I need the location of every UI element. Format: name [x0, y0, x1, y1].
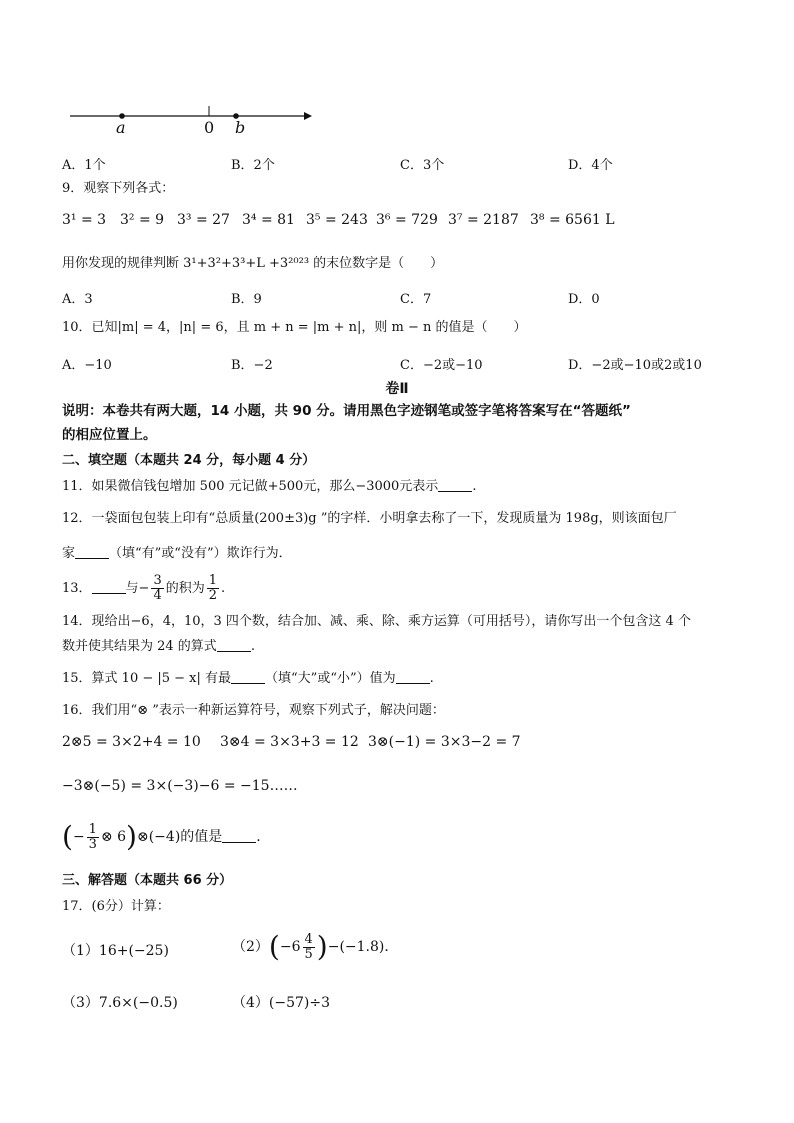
q9-power-4: 3⁴ = 81 [242, 212, 295, 228]
q12-line-2 [62, 545, 754, 563]
q11-text: 11．如果微信钱包增加 500 元记做+500元，那么−3000元表示 [62, 479, 439, 494]
q9-power-1: 3¹ = 3 [62, 212, 107, 228]
q11-end: . [472, 479, 477, 494]
right-paren: ) [316, 930, 328, 963]
denominator: 4 [153, 588, 162, 603]
q16-example-1: 2⊗5 = 3×2+4 = 10 [62, 734, 201, 750]
q12-line-1: 12．一袋面包包装上印有“总质量(200±3)g ”的字样．小明拿去称了一下，发现质量为 198g，则该面包厂 [62, 511, 677, 526]
numerator: 1 [88, 821, 97, 837]
q9-power-3: 3³ = 27 [177, 212, 230, 228]
q13-mid: 与− [125, 581, 150, 596]
q17-item-1: （1）16+(−25) [62, 943, 169, 959]
label-a: a [116, 118, 126, 137]
numerator: 3 [153, 573, 162, 588]
denominator: 2 [208, 588, 218, 603]
part3-heading: 三、解答题（本题共 66 分） [62, 873, 233, 888]
q9-power-2: 3² = 9 [120, 212, 165, 228]
q17-item2-post: −(−1.8)． [327, 939, 399, 955]
q9-power-6: 3⁶ = 729 [376, 212, 438, 228]
q10-option-d: D．−2或−10或2或10 [568, 358, 702, 373]
answer-blank[interactable] [75, 546, 109, 559]
answer-blank[interactable] [217, 639, 251, 652]
right-paren: ) [126, 820, 137, 853]
q13 [62, 572, 754, 606]
answer-blank[interactable] [231, 671, 265, 684]
q13-number: 13． [62, 581, 92, 596]
q16-op: ⊗ 6 [100, 829, 127, 845]
q16-example-3: 3⊗(−1) = 3×3−2 = 7 [368, 734, 521, 750]
q12-line2-pre: 家 [62, 546, 76, 561]
q9-power-7: 3⁷ = 2187 [448, 212, 519, 228]
q10-option-a: A．−10 [62, 358, 112, 373]
fraction [303, 933, 315, 962]
q16-example-4: −3⊗(−5) = 3×(−3)−6 = −15…… [62, 778, 298, 794]
q10-option-b: B．−2 [231, 358, 273, 373]
answer-blank[interactable] [438, 479, 472, 492]
q10-stem: 10．已知|m| = 4，|n| = 6，且 m + n = |m + n|，则 m − n 的值是（ ） [62, 320, 527, 335]
q8-option-b: B．2个 [231, 158, 275, 173]
q16-minus: − [72, 829, 85, 845]
q16-example-2: 3⊗4 = 3×3+3 = 12 [220, 734, 359, 750]
note-line-2: 的相应位置上。 [62, 427, 157, 443]
fraction [207, 574, 219, 603]
label-zero: 0 [204, 118, 215, 137]
q8-option-a: A．1个 [62, 158, 106, 173]
part2-heading: 二、填空题（本题共 24 分，每小题 4 分） [62, 453, 316, 468]
q17-item2-pre: （2） [232, 939, 269, 955]
q17-item2-whole: −6 [279, 939, 301, 955]
q15-pre: 15．算式 10 − |5 − x| 有最 [62, 671, 232, 686]
q9-power-5: 3⁵ = 243 [306, 212, 368, 228]
q9-option-c: C．7 [400, 292, 432, 307]
number-line [60, 98, 330, 138]
q10-option-c: C．−2或−10 [400, 358, 483, 373]
q9-option-d: D．0 [568, 292, 600, 307]
q9-option-b: B．9 [231, 292, 262, 307]
label-b: b [235, 118, 246, 137]
q13-end: . [221, 581, 226, 596]
section-title: 卷Ⅱ [385, 381, 409, 397]
q15-end: . [429, 671, 434, 686]
q16-end: . [256, 829, 261, 845]
q16-stem: 16．我们用“⊗ ”表示一种新运算符号，观察下列式子，解决问题： [62, 703, 445, 718]
q8-option-c: C．3个 [400, 158, 445, 173]
left-paren: ( [62, 820, 73, 853]
q17-stem: 17．(6分）计算： [62, 899, 170, 914]
q13-mid2: 的积为 [165, 581, 205, 596]
q9-stem: 9．观察下列各式： [62, 181, 175, 196]
left-paren: ( [268, 930, 280, 963]
denominator: 3 [88, 836, 97, 852]
q9-power-8: 3⁸ = 6561 L [530, 212, 615, 228]
numerator: 1 [208, 573, 218, 588]
q9-option-a: A．3 [62, 292, 93, 307]
q8-option-d: D．4个 [568, 158, 613, 173]
fraction [87, 823, 99, 852]
q12-line2-post: （填“有”或“没有”）欺诈行为． [109, 546, 292, 561]
q16-post: ⊗(−4)的值是 [136, 829, 223, 845]
q17-item-2 [232, 928, 398, 966]
q15-mid: （填“大”或“小”）值为 [265, 671, 396, 686]
fraction [151, 574, 163, 603]
denominator: 5 [304, 946, 313, 962]
q14-line-2 [62, 638, 754, 656]
answer-blank[interactable] [222, 830, 256, 843]
q9-question: 用你发现的规律判断 3¹+3²+3³+L +3²⁰²³ 的末位数字是（ ） [62, 256, 444, 271]
note-line-1: 说明：本卷共有两大题，14 小题，共 90 分。请用黑色字迹钢笔或签字笔将答案写在“答题纸” [62, 403, 631, 419]
q17-item-4: （4）(−57)÷3 [232, 995, 331, 1011]
answer-blank[interactable] [92, 581, 126, 594]
q15 [62, 670, 754, 688]
q11 [62, 478, 754, 496]
q17-item-3: （3）7.6×(−0.5) [62, 995, 178, 1011]
answer-blank[interactable] [396, 671, 430, 684]
q16-question [62, 818, 754, 856]
q14-line2-post: . [250, 639, 255, 654]
numerator: 4 [304, 931, 313, 947]
q14-line2-pre: 数并使其结果为 24 的算式 [62, 639, 217, 654]
q14-line-1: 14．现给出−6，4，10，3 四个数，结合加、减、乘、除、乘方运算（可用括号），请你写出一个包含这 4 个 [62, 614, 691, 629]
